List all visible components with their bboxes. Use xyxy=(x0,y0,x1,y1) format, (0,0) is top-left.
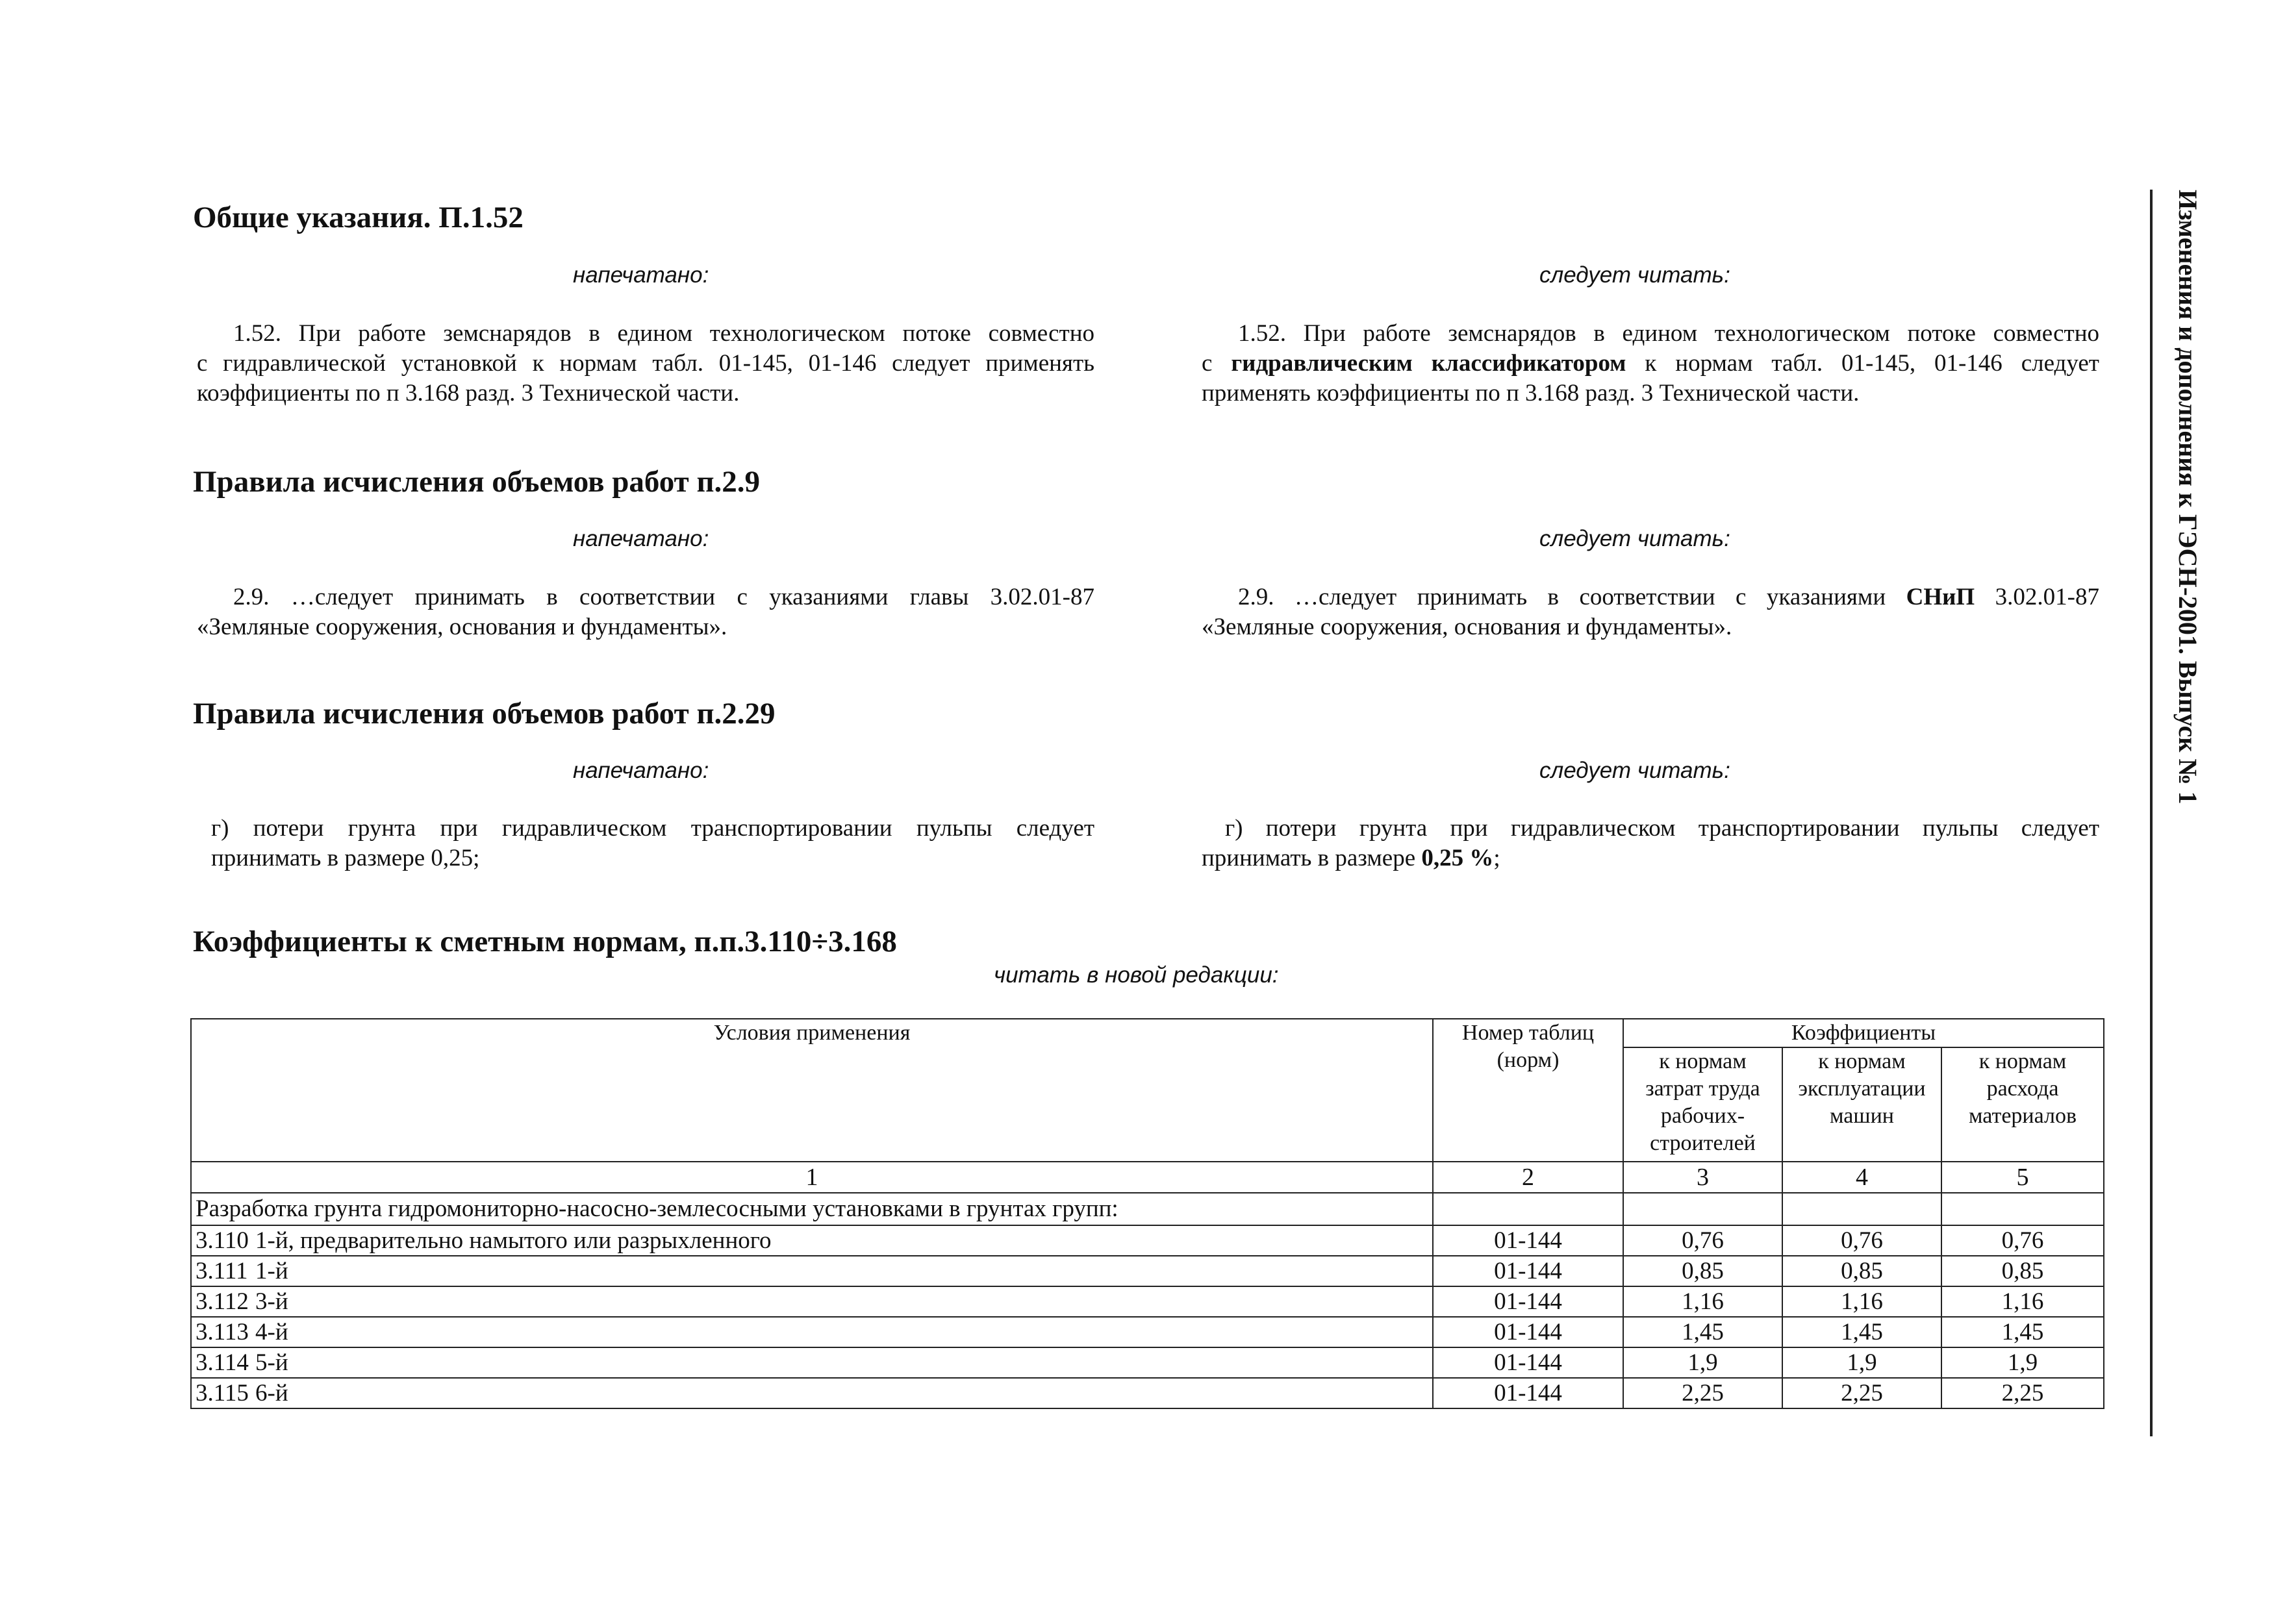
table-header-row xyxy=(191,1019,2104,1047)
materials-coef-cell: 0,76 xyxy=(1941,1225,2104,1256)
text-line: коэффициенты по п 3.168 разд. 3 Технической части. xyxy=(197,380,740,406)
labor-coef-cell: 1,16 xyxy=(1623,1286,1782,1317)
column-number: 4 xyxy=(1782,1162,1941,1193)
text-line: 1.52. При работе земснарядов в едином технологическом потоке совместно xyxy=(1238,320,2099,347)
printed-text-2-29 xyxy=(197,814,1094,873)
text-line: г) потери грунта при гидравлическом транспортировании пульпы следует xyxy=(1225,815,2099,842)
correct-label-2: следует читать: xyxy=(1539,526,1730,551)
empty-cell xyxy=(1782,1193,1941,1225)
column-number: 3 xyxy=(1623,1162,1782,1193)
table-number-cell: 01-144 xyxy=(1433,1347,1623,1378)
text-line: применять коэффициенты по п 3.168 разд. 3 Технической части. xyxy=(1202,380,1860,406)
printed-label-3: напечатано: xyxy=(573,758,709,783)
text-fragment: принимать в размере xyxy=(1202,845,1422,871)
text-fragment: к нормам табл. 01-145, 01-146 следует xyxy=(1626,350,2099,377)
row-condition: 1-й xyxy=(255,1258,288,1284)
materials-coef-cell: 1,45 xyxy=(1941,1317,2104,1347)
running-title xyxy=(2175,188,2207,805)
group-title: Разработка грунта гидромониторно-насосно-землесосными установками в грунтах групп: xyxy=(191,1193,1433,1225)
table-row xyxy=(191,1225,2104,1256)
text-line: с гидравлической установкой к нормам табл. 01-145, 01-146 следует применять xyxy=(197,350,1094,377)
correct-text-1-52 xyxy=(1202,319,2099,408)
condition-cell xyxy=(191,1378,1433,1408)
section-heading-2-9: Правила исчисления объемов работ п.2.9 xyxy=(193,465,761,499)
labor-coef-cell: 2,25 xyxy=(1623,1378,1782,1408)
group-row xyxy=(191,1193,2104,1225)
text-line xyxy=(1202,349,2099,379)
machines-coef-cell: 0,76 xyxy=(1782,1225,1941,1256)
text-line xyxy=(1202,582,2099,612)
materials-coef-cell: 1,16 xyxy=(1941,1286,2104,1317)
changed-text: 0,25 % xyxy=(1421,845,1494,871)
machines-coef-cell: 1,45 xyxy=(1782,1317,1941,1347)
table-row xyxy=(191,1286,2104,1317)
empty-cell xyxy=(1941,1193,2104,1225)
table-number-cell: 01-144 xyxy=(1433,1256,1623,1286)
changed-text: СНиП xyxy=(1906,584,1975,610)
running-title-text: Изменения и дополнения к ГЭСН-2001. Выпуск № 1 xyxy=(2173,190,2203,805)
table-row xyxy=(191,1256,2104,1286)
text-fragment: ; xyxy=(1493,845,1500,871)
row-code: 3.113 xyxy=(196,1319,249,1345)
text-fragment: 3.02.01-87 xyxy=(1975,584,2099,610)
text-fragment: 2.9. …следует принимать в соответствии с указаниями xyxy=(1238,584,1906,610)
materials-coef-cell: 2,25 xyxy=(1941,1378,2104,1408)
labor-coef-cell: 0,76 xyxy=(1623,1225,1782,1256)
row-condition: 4-й xyxy=(255,1319,288,1345)
section-heading-2-29: Правила исчисления объемов работ п.2.29 xyxy=(193,697,776,731)
column-number: 1 xyxy=(191,1162,1433,1193)
correct-text-2-9 xyxy=(1202,582,2099,642)
header-conditions: Условия применения xyxy=(191,1019,1433,1162)
text-line: 2.9. …следует принимать в соответствии с указаниями главы 3.02.01-87 xyxy=(233,584,1094,610)
coefficients-heading: Коэффициенты к сметным нормам, п.п.3.110÷3.168 xyxy=(193,925,897,958)
column-number-row xyxy=(191,1162,2104,1193)
condition-cell xyxy=(191,1317,1433,1347)
table-row xyxy=(191,1347,2104,1378)
header-materials: к нормам расхода материалов xyxy=(1941,1047,2104,1162)
table-row xyxy=(191,1378,2104,1408)
row-code: 3.114 xyxy=(196,1349,249,1376)
machines-coef-cell: 1,9 xyxy=(1782,1347,1941,1378)
row-code: 3.115 xyxy=(196,1380,249,1406)
labor-coef-cell: 0,85 xyxy=(1623,1256,1782,1286)
correct-label-1: следует читать: xyxy=(1539,262,1730,288)
printed-label-1: напечатано: xyxy=(573,262,709,288)
machines-coef-cell: 1,16 xyxy=(1782,1286,1941,1317)
coefficients-subtitle: читать в новой редакции: xyxy=(994,962,1279,988)
empty-cell xyxy=(1433,1193,1623,1225)
printed-label-2: напечатано: xyxy=(573,526,709,551)
correct-text-2-29 xyxy=(1202,814,2099,873)
text-fragment: с xyxy=(1202,350,1232,377)
table-number-cell: 01-144 xyxy=(1433,1286,1623,1317)
materials-coef-cell: 0,85 xyxy=(1941,1256,2104,1286)
condition-cell xyxy=(191,1256,1433,1286)
header-coefficients: Коэффициенты xyxy=(1623,1019,2104,1047)
row-code: 3.111 xyxy=(196,1258,248,1284)
table-number-cell: 01-144 xyxy=(1433,1317,1623,1347)
section-heading-1-52: Общие указания. П.1.52 xyxy=(193,201,524,234)
margin-rule xyxy=(2150,190,2153,1436)
empty-cell xyxy=(1623,1193,1782,1225)
printed-text-1-52 xyxy=(197,319,1094,408)
table-number-cell: 01-144 xyxy=(1433,1225,1623,1256)
table-row xyxy=(191,1317,2104,1347)
machines-coef-cell: 2,25 xyxy=(1782,1378,1941,1408)
labor-coef-cell: 1,9 xyxy=(1623,1347,1782,1378)
coefficients-table xyxy=(190,1018,2104,1409)
condition-cell xyxy=(191,1225,1433,1256)
row-code: 3.110 xyxy=(196,1227,249,1254)
row-code: 3.112 xyxy=(196,1288,249,1315)
labor-coef-cell: 1,45 xyxy=(1623,1317,1782,1347)
condition-cell xyxy=(191,1286,1433,1317)
table-number-cell: 01-144 xyxy=(1433,1378,1623,1408)
header-machines: к нормам эксплуатации машин xyxy=(1782,1047,1941,1162)
text-line: г) потери грунта при гидравлическом транспортировании пульпы следует xyxy=(211,815,1094,842)
header-table-number: Номер таблиц (норм) xyxy=(1433,1019,1623,1162)
column-number: 2 xyxy=(1433,1162,1623,1193)
materials-coef-cell: 1,9 xyxy=(1941,1347,2104,1378)
correct-label-3: следует читать: xyxy=(1539,758,1730,783)
condition-cell xyxy=(191,1347,1433,1378)
row-condition: 3-й xyxy=(255,1288,288,1315)
text-line: принимать в размере 0,25; xyxy=(211,845,480,871)
machines-coef-cell: 0,85 xyxy=(1782,1256,1941,1286)
changed-text: гидравлическим классификатором xyxy=(1231,350,1626,377)
printed-text-2-9 xyxy=(197,582,1094,642)
row-condition: 6-й xyxy=(255,1380,288,1406)
text-line xyxy=(1202,843,2099,873)
row-condition: 1-й, предварительно намытого или разрыхленного xyxy=(255,1227,772,1254)
header-labor: к нормам затрат труда рабочих-строителей xyxy=(1623,1047,1782,1162)
text-line: «Земляные сооружения, основания и фундаменты». xyxy=(1202,614,1732,640)
text-line: 1.52. При работе земснарядов в едином технологическом потоке совместно xyxy=(233,320,1094,347)
text-line: «Земляные сооружения, основания и фундаменты». xyxy=(197,614,727,640)
row-condition: 5-й xyxy=(255,1349,288,1376)
column-number: 5 xyxy=(1941,1162,2104,1193)
